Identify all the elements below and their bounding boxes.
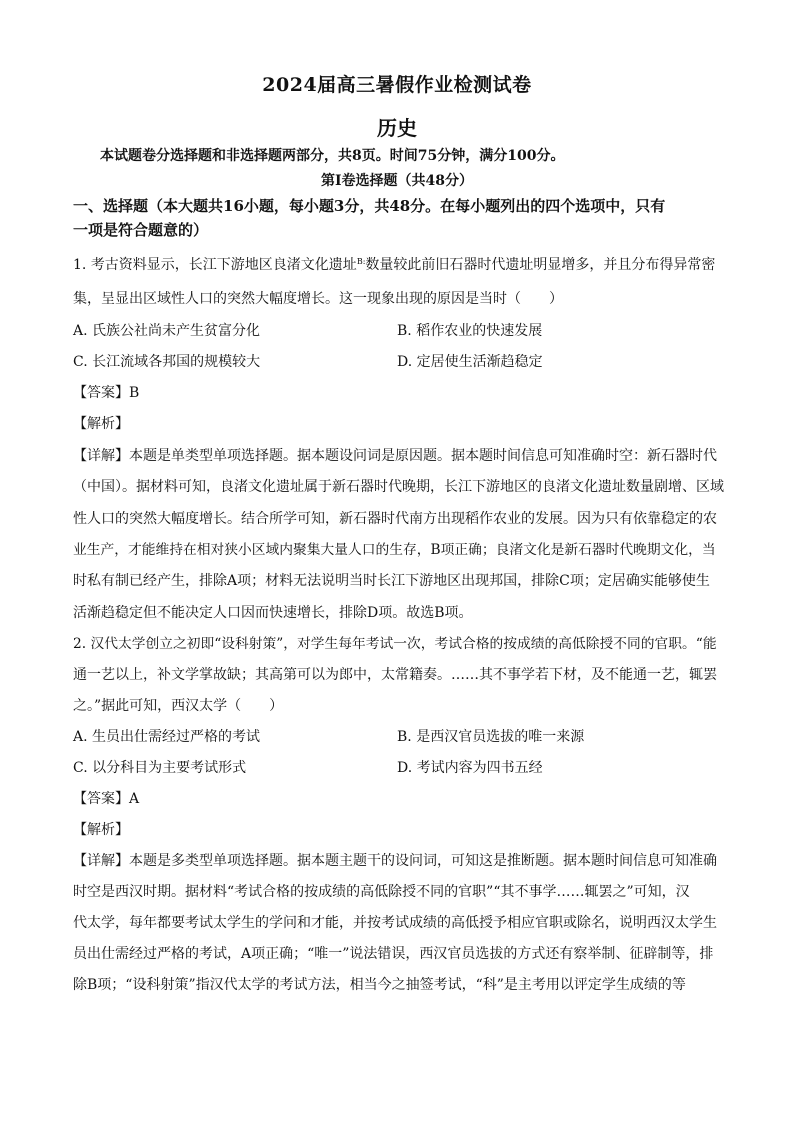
exam-title: 2024届高三暑假作业检测试卷 [262,74,532,96]
q1-detail-line1: 【详解】本题是单类型单项选择题。据本题设问词是原因题。据本题时间信息可知准确时空：新石器时代 [73,448,717,464]
q1-analysis-label: 【解析】 [73,416,129,432]
q2-detail-line3: 代太学，每年都要考试太学生的学问和才能，并按考试成绩的高低授予相应官职或除名，说明西汉太学生 [73,915,717,931]
q1-answer: 【答案】B [73,385,140,401]
q1-detail-line2: （中国）。据材料可知，良渚文化遗址属于新石器时代晚期，长江下游地区的良渚文化遗址数量剧增、区域 [73,479,724,495]
q1-option-a: A. 氏族公社尚未产生贫富分化 [73,323,261,339]
q2-option-a: A. 生员出仕需经过严格的考试 [73,729,261,745]
q2-detail-line1: 【详解】本题是多类型单项选择题。据本题主题干的设问词，可知这是推断题。据本题时间信息可知准确 [73,853,717,869]
q1-stem-part-b: 数量较此前旧石器时代遗址明显增多，并且分布得异常密 [365,257,716,273]
q1-detail-line3: 性人口的突然大幅度增长。结合所学可知，新石器时代南方出现稻作农业的发展。因为只有依靠稳定的农 [73,511,717,527]
exam-note: 本试题卷分选择题和非选择题两部分，共8页。时间75分钟，满分100分。 [100,148,565,164]
section-heading-line2: 一项是符合题意的） [73,221,209,239]
subject-title: 历史 [377,116,417,140]
q2-detail-line2: 时空是西汉时期。据材料“考试合格的按成绩的高低除授不同的官职”“其不事学……辄罢之”可知，汉 [73,884,690,900]
part-heading: 第I卷选择题（共48分） [320,173,474,189]
q2-option-d: D. 考试内容为四书五经 [397,760,543,776]
q2-detail-line4: 员出仕需经过严格的考试，A项正确；“唯一”说法错误，西汉官员选拔的方式还有察举制、征辟制等，排 [73,946,714,962]
q2-option-b: B. 是西汉官员选拔的唯一来源 [397,729,585,745]
q1-stem-part-a: 1. 考古资料显示，长江下游地区良渚文化遗址 [73,257,357,273]
q1-detail-line5: 时私有制已经产生，排除A项；材料无法说明当时长江下游地区出现邦国，排除C项；定居确实能够使生 [73,573,710,589]
q2-stem-line2: 通一艺以上，补文学掌故缺；其高第可以为郎中，太常籍奏。……其不事学若下材，及不能通一艺，辄罢 [73,667,717,683]
q2-stem-line3: 之。”据此可知，西汉太学（ ） [73,698,284,714]
q1-detail-line6: 活渐趋稳定但不能决定人口因而快速增长，排除D项。故选B项。 [73,605,473,621]
section-heading-line1: 一、选择题（本大题共16小题，每小题3分，共48分。在每小题列出的四个选项中，只有 [73,197,666,215]
q1-stem-line1 [73,255,725,275]
q1-detail-line4: 业生产，才能维持在相对狭小区域内聚集大量人口的生存，B项正确；良渚文化是新石器时代晚期文化，当 [73,542,716,558]
q1-option-d: D. 定居使生活渐趋稳定 [397,354,543,370]
q1-stem-line2: 集，呈显出区域性人口的突然大幅度增长。这一现象出现的原因是当时（ ） [73,291,563,307]
q1-option-b: B. 稻作农业的快速发展 [397,323,543,339]
q1-option-c: C. 长江流域各邦国的规模较大 [73,354,261,370]
q1-stem-mark: B: [356,257,366,266]
q2-option-c: C. 以分科目为主要考试形式 [73,760,247,776]
q2-analysis-label: 【解析】 [73,822,129,838]
q2-detail-line5: 除B项；“设科射策”指汉代太学的考试方法，相当今之抽签考试，“科”是主考用以评定学生成绩的等 [73,977,686,993]
q2-answer: 【答案】A [73,791,140,807]
q2-stem-line1: 2. 汉代太学创立之初即“设科射策”，对学生每年考试一次，考试合格的按成绩的高低除授不同的官职。“能 [73,636,717,652]
